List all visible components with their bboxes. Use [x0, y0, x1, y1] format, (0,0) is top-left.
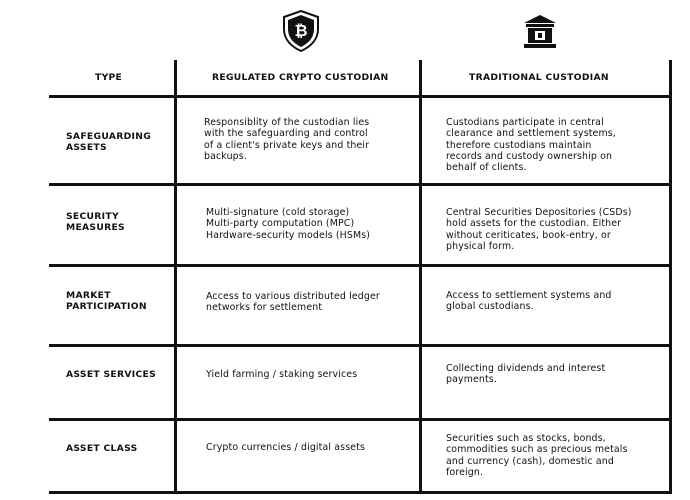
- row-label-safeguarding-assets: SAFEGUARDING ASSETS: [66, 131, 152, 153]
- table-rule: [49, 418, 672, 421]
- crypto-security-cell: Multi-signature (cold storage) Multi-party computation (MPC) Hardware-security models (HSMs): [206, 207, 371, 241]
- column-divider: [669, 60, 672, 494]
- traditional-asset-class-cell: Securities such as stocks, bonds, commodities such as precious metals and currency (cash), domestic and foreign.: [446, 433, 628, 478]
- column-divider: [174, 60, 177, 494]
- column-divider: [419, 60, 422, 494]
- header-crypto-custodian: REGULATED CRYPTO CUSTODIAN: [212, 72, 389, 83]
- row-label-market-participation: MARKET PARTICIPATION: [66, 290, 147, 312]
- table-rule: [49, 183, 672, 186]
- crypto-market-cell: Access to various distributed ledger networks for settlement: [206, 291, 380, 314]
- crypto-services-cell: Yield farming / staking services: [206, 369, 358, 380]
- bank-building-icon: [523, 14, 557, 54]
- row-label-asset-services: ASSET SERVICES: [66, 369, 157, 380]
- row-label-security-measures: SECURITY MEASURES: [66, 211, 125, 233]
- table-rule: [49, 344, 672, 347]
- traditional-services-cell: Collecting dividends and interest payments.: [446, 363, 606, 386]
- bitcoin-shield-icon: [281, 10, 321, 56]
- table-rule: [49, 264, 672, 267]
- crypto-asset-class-cell: Crypto currencies / digital assets: [206, 442, 366, 453]
- header-traditional-custodian: TRADITIONAL CUSTODIAN: [469, 72, 609, 83]
- crypto-safeguarding-cell: Responsiblity of the custodian lies with the safeguarding and control of a client's private keys and their backups.: [204, 117, 370, 162]
- traditional-market-cell: Access to settlement systems and global custodians.: [446, 290, 612, 313]
- row-label-asset-class: ASSET CLASS: [66, 443, 138, 454]
- traditional-safeguarding-cell: Custodians participate in central clearance and settlement systems, therefore custodians maintain records and custody ownership on behalf of clients.: [446, 117, 616, 174]
- traditional-security-cell: Central Securities Depositories (CSDs) hold assets for the custodian. Either without ceriticates, book-entry, or physical form.: [446, 207, 632, 252]
- table-rule: [49, 491, 672, 494]
- table-rule: [49, 95, 672, 98]
- header-type: TYPE: [95, 72, 123, 83]
- svg-text:₿: ₿: [294, 21, 308, 40]
